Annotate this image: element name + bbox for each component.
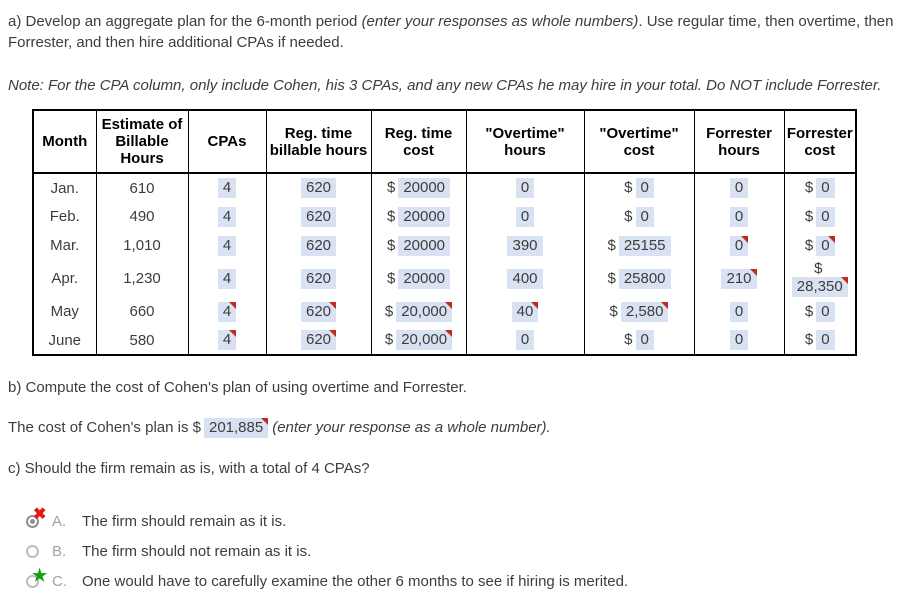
red-corner-icon bbox=[261, 418, 268, 425]
radio-button-a[interactable] bbox=[26, 505, 47, 528]
red-corner-icon bbox=[229, 302, 236, 309]
answer-options bbox=[8, 506, 895, 596]
ot-cost-input[interactable]: 25800 bbox=[619, 269, 671, 289]
dollar-sign: $ bbox=[624, 179, 633, 196]
question-a-italic: (enter your responses as whole numbers) bbox=[361, 13, 639, 30]
ot-hours-input[interactable]: 0 bbox=[516, 207, 534, 227]
cpas-input[interactable]: 4 bbox=[218, 330, 236, 350]
dollar-sign: $ bbox=[624, 207, 633, 225]
dollar-sign: $ bbox=[624, 331, 633, 348]
ot-hours-input[interactable]: 0 bbox=[516, 178, 534, 198]
red-corner-icon bbox=[229, 330, 236, 337]
ot-cost-input[interactable]: 0 bbox=[636, 178, 654, 198]
column-header-cpas: CPAs bbox=[188, 110, 266, 173]
estimate-cell: 490 bbox=[96, 202, 188, 231]
forrester-cost-input[interactable]: 28,350 bbox=[792, 277, 848, 297]
question-c-text: c) Should the firm remain as is, with a total of 4 CPAs? bbox=[8, 460, 370, 477]
cpas-input[interactable]: 4 bbox=[218, 269, 236, 289]
dollar-sign: $ bbox=[609, 302, 618, 320]
forrester-cost-input[interactable]: 0 bbox=[816, 178, 834, 198]
red-corner-icon bbox=[445, 302, 452, 309]
header-row bbox=[33, 110, 856, 173]
ot-cost-input[interactable]: 0 bbox=[636, 330, 654, 350]
reg-hours-input[interactable]: 620 bbox=[301, 269, 336, 289]
month-cell: Apr. bbox=[33, 260, 96, 297]
ot-hours-input[interactable]: 40 bbox=[512, 302, 539, 322]
dollar-sign: $ bbox=[384, 331, 394, 348]
option-label[interactable]: The firm should remain as it is. bbox=[82, 512, 287, 530]
month-cell: June bbox=[33, 326, 96, 355]
reg-hours-input[interactable]: 620 bbox=[301, 207, 336, 227]
reg-hours-input[interactable]: 620 bbox=[301, 302, 336, 322]
column-header-forrester-cost: Forrester cost bbox=[784, 110, 856, 173]
dollar-sign: $ bbox=[386, 236, 396, 254]
red-corner-icon bbox=[329, 330, 336, 337]
column-header-ot-hours: "Overtime" hours bbox=[466, 110, 584, 173]
dollar-sign: $ bbox=[804, 179, 814, 196]
dollar-sign: $ bbox=[814, 260, 823, 277]
table-row-mar bbox=[33, 231, 856, 260]
reg-hours-input[interactable]: 620 bbox=[301, 330, 336, 350]
ot-hours-input[interactable]: 390 bbox=[507, 236, 542, 256]
column-header-month: Month bbox=[33, 110, 96, 173]
red-corner-icon bbox=[531, 302, 538, 309]
reg-cost-input[interactable]: 20,000 bbox=[396, 330, 452, 350]
ot-hours-input[interactable]: 0 bbox=[516, 330, 534, 350]
forrester-hours-input[interactable]: 0 bbox=[730, 330, 748, 350]
dollar-sign: $ bbox=[804, 331, 814, 348]
reg-hours-input[interactable]: 620 bbox=[301, 178, 336, 198]
forrester-hours-input[interactable]: 0 bbox=[730, 302, 748, 322]
question-a-pre: a) Develop an aggregate plan for the 6-month period bbox=[8, 13, 362, 30]
column-header-ot-cost: "Overtime" cost bbox=[584, 110, 694, 173]
dollar-sign: $ bbox=[607, 269, 616, 287]
estimate-cell: 660 bbox=[96, 297, 188, 326]
month-cell: Mar. bbox=[33, 231, 96, 260]
table-row-jan bbox=[33, 173, 856, 202]
red-corner-icon bbox=[741, 236, 748, 243]
estimate-cell: 610 bbox=[96, 173, 188, 202]
dollar-sign: $ bbox=[386, 207, 396, 225]
forrester-hours-input[interactable]: 210 bbox=[721, 269, 756, 289]
cost-input[interactable]: 201,885 bbox=[204, 418, 268, 438]
month-cell: May bbox=[33, 297, 96, 326]
radio-button-b[interactable] bbox=[26, 545, 39, 558]
table-row-feb bbox=[33, 202, 856, 231]
red-corner-icon bbox=[828, 236, 835, 243]
dollar-sign: $ bbox=[386, 179, 396, 196]
cpas-input[interactable]: 4 bbox=[218, 178, 236, 198]
table-row-apr bbox=[33, 260, 856, 297]
month-cell: Jan. bbox=[33, 173, 96, 202]
question-a-post: . Use regular time, then overtime, then Forrester, and then hire additional CPAs if needed. bbox=[8, 13, 894, 51]
ot-hours-input[interactable]: 400 bbox=[507, 269, 542, 289]
red-corner-icon bbox=[661, 302, 668, 309]
forrester-cost-input[interactable]: 0 bbox=[816, 236, 834, 256]
column-header-reg-hours: Reg. time billable hours bbox=[266, 110, 371, 173]
red-corner-icon bbox=[329, 302, 336, 309]
reg-cost-input[interactable]: 20000 bbox=[398, 207, 450, 227]
cpas-input[interactable]: 4 bbox=[218, 207, 236, 227]
cost-sentence bbox=[8, 417, 895, 438]
ot-cost-input[interactable]: 25155 bbox=[619, 236, 671, 256]
forrester-hours-input[interactable]: 0 bbox=[730, 236, 748, 256]
column-header-estimate: Estimate of Billable Hours bbox=[96, 110, 188, 173]
ot-cost-input[interactable]: 0 bbox=[636, 207, 654, 227]
forrester-hours-input[interactable]: 0 bbox=[730, 207, 748, 227]
table-row-june bbox=[33, 326, 856, 355]
forrester-hours-input[interactable]: 0 bbox=[730, 178, 748, 198]
estimate-cell: 1,010 bbox=[96, 231, 188, 260]
column-header-reg-cost: Reg. time cost bbox=[371, 110, 466, 173]
option-letter: C. bbox=[52, 572, 67, 590]
dollar-sign: $ bbox=[384, 302, 394, 320]
red-corner-icon bbox=[841, 277, 848, 284]
option-label[interactable]: The firm should not remain as it is. bbox=[82, 542, 312, 560]
forrester-cost-input[interactable]: 0 bbox=[816, 302, 834, 322]
red-corner-icon bbox=[750, 269, 757, 276]
option-row-a[interactable] bbox=[8, 506, 895, 536]
reg-cost-input[interactable]: 20000 bbox=[398, 269, 450, 289]
cost-prefix: The cost of Cohen's plan is $ bbox=[8, 419, 201, 436]
dollar-sign: $ bbox=[607, 236, 616, 254]
option-label[interactable]: One would have to carefully examine the other 6 months to see if hiring is merited. bbox=[82, 572, 629, 590]
ot-cost-input[interactable]: 2,580 bbox=[621, 302, 669, 322]
estimate-cell: 580 bbox=[96, 326, 188, 355]
reg-cost-input[interactable]: 20000 bbox=[398, 178, 450, 198]
red-corner-icon bbox=[445, 330, 452, 337]
estimate-cell: 1,230 bbox=[96, 260, 188, 297]
forrester-cost-input[interactable]: 0 bbox=[816, 207, 834, 227]
incorrect-x-icon: ✖ bbox=[33, 505, 47, 523]
plan-table bbox=[32, 109, 857, 356]
reg-hours-input[interactable]: 620 bbox=[301, 236, 336, 256]
question-a-text bbox=[8, 11, 895, 53]
option-row-b[interactable] bbox=[8, 536, 895, 566]
forrester-cost-input[interactable]: 0 bbox=[816, 330, 834, 350]
option-letter: B. bbox=[52, 542, 67, 560]
dollar-sign: $ bbox=[804, 302, 814, 320]
option-letter: A. bbox=[52, 512, 67, 530]
option-row-c[interactable] bbox=[8, 566, 895, 596]
correct-star-icon: ★ bbox=[32, 565, 48, 585]
dollar-sign: $ bbox=[386, 269, 396, 287]
dollar-sign: $ bbox=[804, 236, 814, 254]
reg-cost-input[interactable]: 20,000 bbox=[396, 302, 452, 322]
column-header-forrester-hours: Forrester hours bbox=[694, 110, 784, 173]
cost-suffix: (enter your response as a whole number). bbox=[272, 419, 551, 436]
cpas-input[interactable]: 4 bbox=[218, 236, 236, 256]
question-b-text: b) Compute the cost of Cohen's plan of using overtime and Forrester. bbox=[8, 379, 467, 396]
month-cell: Feb. bbox=[33, 202, 96, 231]
cpas-input[interactable]: 4 bbox=[218, 302, 236, 322]
note-text: Note: For the CPA column, only include Cohen, his 3 CPAs, and any new CPAs he may hire in your total. Do NOT include Forrester. bbox=[8, 77, 882, 94]
reg-cost-input[interactable]: 20000 bbox=[398, 236, 450, 256]
table-row-may bbox=[33, 297, 856, 326]
dollar-sign: $ bbox=[804, 207, 814, 225]
